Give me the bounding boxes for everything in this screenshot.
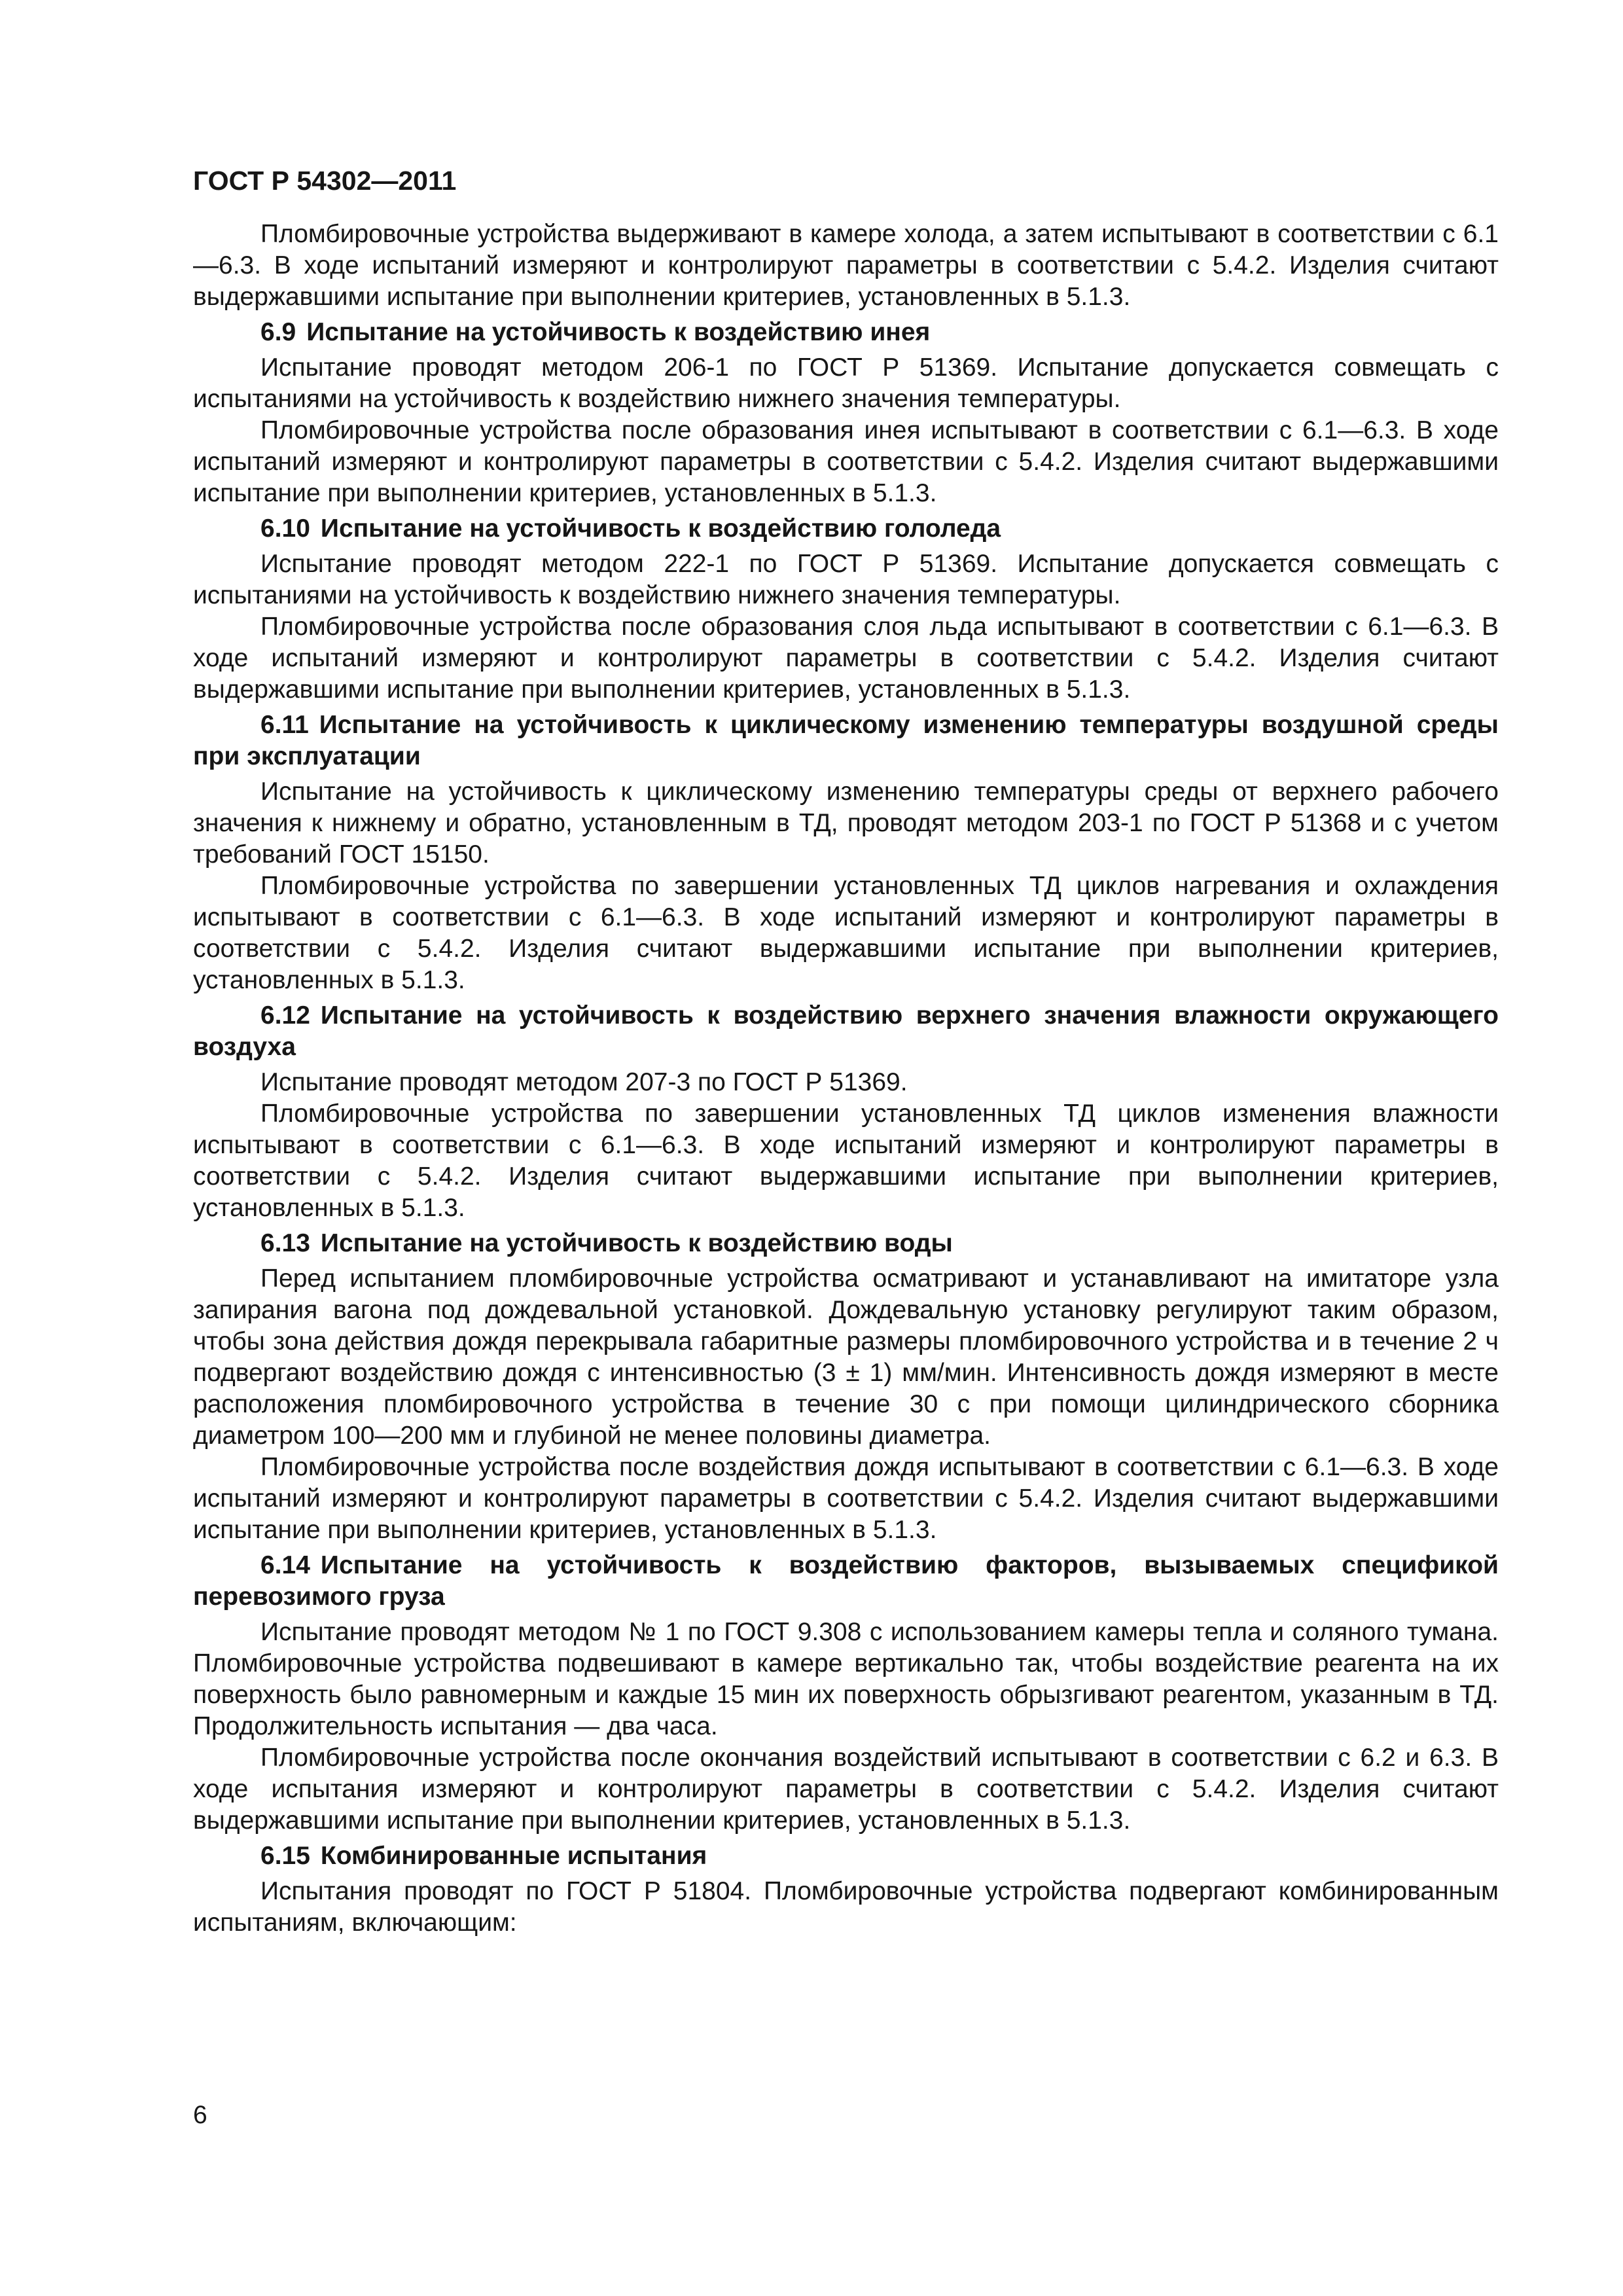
section-number: 6.11 [260, 711, 309, 739]
paragraph: Испытание проводят методом 206-1 по ГОСТ Р 51369. Испытание допускается совмещать с испытаниями на устойчивость к воздействию нижнего значения температуры. [193, 353, 1499, 413]
section-title: Испытание на устойчивость к воздействию факторов, вызываемых спецификой перевозимого груза [193, 1551, 1499, 1611]
section-number: 6.13 [260, 1229, 310, 1257]
paragraph: Испытание на устойчивость к циклическому изменению температуры среды от верхнего рабочего значения к нижнему и обратно, установленным в ТД, проводят методом 203-1 по ГОСТ Р 51368 и с учетом требований ГОСТ 15150. [193, 778, 1499, 869]
section-heading [193, 1228, 1499, 1259]
section-title: Испытание на устойчивость к циклическому изменению температуры воздушной среды при эксплуатации [193, 711, 1499, 770]
section-number: 6.10 [260, 514, 310, 543]
paragraph: Пломбировочные устройства после окончания воздействий испытывают в соответствии с 6.2 и 6.3. В ходе испытания измеряют и контролируют параметры в соответствии с 5.4.2. Изделия считают выдержавшими испытание при выполнении критериев, установленных в 5.1.3. [193, 1744, 1499, 1835]
paragraph: Пломбировочные устройства по завершении установленных ТД циклов нагревания и охлаждения испытывают в соответствии с 6.1—6.3. В ходе испытаний измеряют и контролируют параметры в соответствии с 5.4.2. Изделия считают выдержавшими испытание при выполнении критериев, установленных в 5.1.3. [193, 872, 1499, 994]
section-heading [193, 317, 1499, 348]
section-number: 6.9 [260, 318, 296, 346]
paragraph: Испытание проводят методом 207-3 по ГОСТ Р 51369. [260, 1068, 908, 1096]
paragraph: Пломбировочные устройства после воздействия дождя испытывают в соответствии с 6.1—6.3. В ходе испытаний измеряют и контролируют параметры в соответствии с 5.4.2. Изделия считают выдержавшими испытание при выполнении критериев, установленных в 5.1.3. [193, 1453, 1499, 1544]
paragraph: Пломбировочные устройства после образования слоя льда испытывают в соответствии с 6.1—6.3. В ходе испытаний измеряют и контролируют параметры в соответствии с 5.4.2. Изделия считают выдержавшими испытание при выполнении критериев, установленных в 5.1.3. [193, 613, 1499, 704]
section-heading [193, 1550, 1499, 1613]
document-header: ГОСТ Р 54302—2011 [193, 166, 457, 196]
page-number: 6 [193, 2101, 207, 2129]
section-heading [193, 709, 1499, 772]
paragraph: Пломбировочные устройства после образования инея испытывают в соответствии с 6.1—6.3. В ходе испытаний измеряют и контролируют параметры в соответствии с 5.4.2. Изделия считают выдержавшими испытание при выполнении критериев, установленных в 5.1.3. [193, 416, 1499, 507]
section-title: Испытание на устойчивость к воздействию верхнего значения влажности окружающего воздуха [193, 1001, 1499, 1061]
section-title: Испытание на устойчивость к воздействию воды [320, 1229, 953, 1257]
section-number: 6.15 [260, 1842, 310, 1870]
paragraph: Испытание проводят методом № 1 по ГОСТ 9.308 с использованием камеры тепла и соляного тумана. Пломбировочные устройства подвешивают в камере вертикально так, чтобы воздействие реагента на их поверхность было равномерным и каждые 15 мин их поверхность обрызгивают реагентом, указанным в ТД. Продолжительность испытания — два часа. [193, 1618, 1499, 1740]
section-number: 6.12 [260, 1001, 310, 1030]
section-heading [193, 1840, 1499, 1872]
section-title: Комбинированные испытания [320, 1842, 707, 1870]
paragraph: Испытания проводят по ГОСТ Р 51804. Пломбировочные устройства подвергают комбинированным испытаниям, включающим: [193, 1877, 1499, 1937]
section-number: 6.14 [260, 1551, 310, 1579]
section-heading [193, 513, 1499, 545]
section-title: Испытание на устойчивость к воздействию инея [306, 318, 931, 346]
paragraph: Испытание проводят методом 222-1 по ГОСТ Р 51369. Испытание допускается совмещать с испытаниями на устойчивость к воздействию нижнего значения температуры. [193, 550, 1499, 609]
section-title: Испытание на устойчивость к воздействию гололеда [320, 514, 1001, 543]
paragraph: Перед испытанием пломбировочные устройства осматривают и устанавливают на имитаторе узла запирания вагона под дождевальной установкой. Дождевальную установку регулируют таким образом, чтобы зона действия дождя перекрывала габаритные размеры пломбировочного устройства и в течение 2 ч подвергают воздействию дождя с интенсивностью (3 ± 1) мм/мин. Интенсивность дождя измеряют в месте расположения пломбировочного устройства в течение 30 с при помощи цилиндрического сборника диаметром 100—200 мм и глубиной не менее половины диаметра. [193, 1265, 1499, 1450]
section-heading [193, 1000, 1499, 1063]
paragraph: Пломбировочные устройства по завершении установленных ТД циклов изменения влажности испытывают в соответствии с 6.1—6.3. В ходе испытаний измеряют и контролируют параметры в соответствии с 5.4.2. Изделия считают выдержавшими испытание при выполнении критериев, установленных в 5.1.3. [193, 1100, 1499, 1222]
paragraph: Пломбировочные устройства выдерживают в камере холода, а затем испытывают в соответствии с 6.1—6.3. В ходе испытаний измеряют и контролируют параметры в соответствии с 5.4.2. Изделия считают выдержавшими испытание при выполнении критериев, установленных в 5.1.3. [193, 220, 1499, 311]
document-body [193, 219, 1499, 1939]
